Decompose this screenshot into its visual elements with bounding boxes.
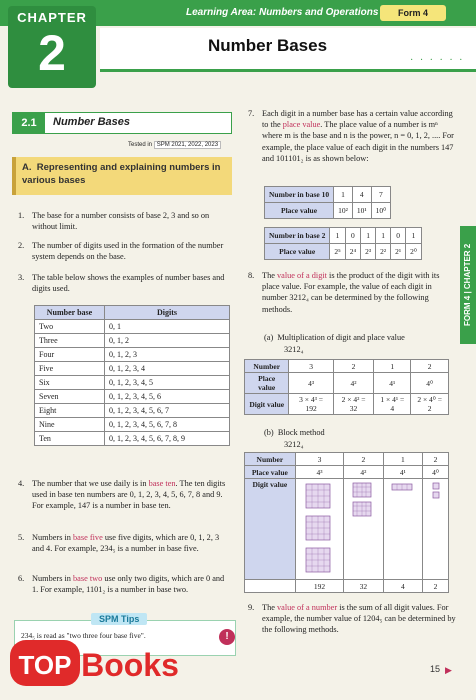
method-a-number: 3212₄: [284, 345, 304, 354]
text-run: use five digits, which are 0, 1, 2, 3 and 4. For example, 234₅ is a number in base five.: [32, 533, 220, 554]
cell: 1: [374, 360, 411, 373]
cell: 10²: [334, 203, 353, 219]
highlight: base two: [73, 574, 103, 583]
text-run: . The place value of a number is mⁿ where m is the base and n is the power, n = 0, 1, 2, .... For example, the place value of each digit in the numbers 147 and 101101₂ is as shown below:: [262, 120, 454, 163]
table-row: [35, 348, 230, 362]
page-title: Number Bases: [208, 36, 328, 55]
point-number: 3.: [18, 273, 25, 282]
section-number: 2.1: [13, 113, 45, 133]
text-run: . The ten digits used in base ten numbers are 0, 1, 2, 3, 4, 5, 6, 7, 8 and 9. For example, 147 is a number in base ten.: [32, 479, 226, 511]
cell: Place value: [265, 244, 330, 260]
form-badge: Form 4: [380, 5, 446, 21]
flat-blocks-icon: [350, 480, 376, 520]
highlight: value of a digit: [276, 271, 327, 280]
point-text: The number of digits used in the formation of the number system depends on the base.: [32, 241, 224, 262]
cell: 0, 1, 2, 3: [105, 348, 230, 362]
cell: 4⁰: [423, 466, 449, 479]
cell: 4³: [295, 466, 343, 479]
point-text: [262, 602, 458, 636]
point-number: 7.: [248, 109, 255, 118]
point-2: [18, 240, 233, 264]
cell: 3: [289, 360, 333, 373]
section-header: [12, 112, 232, 134]
cell: Number: [245, 453, 296, 466]
table-row: [35, 418, 230, 432]
table-row: [35, 432, 230, 446]
point-text: [32, 532, 232, 554]
cell: 4²: [333, 373, 374, 394]
cell: Nine: [35, 418, 105, 432]
text-run: is the product of the digit with its place value. For example, the value of each digit in number 3212₄ can be determined by the following methods.: [262, 271, 440, 314]
cell: 0, 1, 2: [105, 334, 230, 348]
cell: Number in base 2: [265, 228, 330, 244]
text-run: is the sum of all digit values. For example, the number value of 1204₅ can be determined by the following methods.: [262, 603, 456, 635]
cell: 4³: [289, 373, 333, 394]
point-text: [32, 478, 232, 512]
block-cell-flats-2: [344, 479, 383, 580]
learning-area: Learning Area: Numbers and Operations: [186, 7, 379, 18]
method-title: Block method: [277, 428, 325, 437]
cell: 32: [344, 580, 383, 593]
cell: 2 × 4⁰ = 2: [411, 394, 449, 415]
cube-blocks-icon: [302, 480, 336, 576]
point-5: [18, 532, 233, 578]
table-header: Digits: [105, 306, 230, 320]
logo-top-text: TOP: [18, 650, 72, 680]
logo-books-text: Books: [81, 647, 179, 683]
cell: Place value: [265, 203, 334, 219]
point-text: [32, 573, 232, 595]
point-text: [262, 270, 458, 315]
highlight: base five: [73, 533, 103, 542]
cell: 2 × 4² = 32: [333, 394, 374, 415]
highlight: value of a number: [276, 603, 338, 612]
cell: 2²: [376, 244, 391, 260]
method-title: Multiplication of digit and place value: [277, 333, 405, 342]
place-value-table-base2: [264, 227, 422, 260]
rod-block-icon: [390, 480, 416, 494]
cell: 2¹: [391, 244, 406, 260]
point-number: 6.: [18, 574, 25, 583]
point-number: 5.: [18, 533, 25, 542]
cell: 3: [295, 453, 343, 466]
cell: 1: [334, 187, 353, 203]
tested-in: [128, 142, 221, 148]
cell: 1 × 4¹ = 4: [374, 394, 411, 415]
topbooks-logo: [10, 636, 185, 690]
cell: 4¹: [374, 373, 411, 394]
decorative-dots: · · · · · ·: [410, 55, 465, 66]
cell: 2⁴: [345, 244, 360, 260]
cell: 0: [391, 228, 406, 244]
text-run: Each digit in a number base has a certain value according to the: [262, 109, 453, 130]
point-text: The table below shows the examples of number bases and digits used.: [32, 273, 225, 294]
chapter-badge: [8, 6, 96, 88]
cell: 2: [423, 453, 449, 466]
cell: 2³: [361, 244, 376, 260]
point-text: The base for a number consists of base 2, 3 and so on without limit.: [32, 211, 210, 232]
cell: Seven: [35, 390, 105, 404]
text-run: Numbers in: [32, 574, 74, 583]
cell: 4⁰: [411, 373, 449, 394]
cell: Place value: [245, 373, 289, 394]
cell: Eight: [35, 404, 105, 418]
point-text: [262, 108, 458, 164]
base-table: [34, 305, 230, 446]
text-run: Numbers in: [32, 533, 74, 542]
section-title: Number Bases: [53, 116, 131, 128]
point-3: [18, 272, 233, 296]
method-letter: (a): [264, 333, 274, 342]
cell: Four: [35, 348, 105, 362]
method-letter: (b): [264, 428, 274, 437]
cell: 1: [406, 228, 422, 244]
subtopic-label: A.: [22, 162, 32, 173]
subtopic-text: [22, 161, 222, 187]
cell: 0, 1, 2, 3, 4: [105, 362, 230, 376]
subtopic-box: [12, 157, 232, 195]
cell: 1: [383, 453, 422, 466]
cell: 3 × 4³ = 192: [289, 394, 333, 415]
cell: 10¹: [352, 203, 371, 219]
cell: 0, 1, 2, 3, 4, 5: [105, 376, 230, 390]
table-row: [35, 320, 230, 334]
cell: Six: [35, 376, 105, 390]
cell: Place value: [245, 466, 296, 479]
text-run: The number that we use daily is in: [32, 479, 149, 488]
cell: 1: [376, 228, 391, 244]
cell: Five: [35, 362, 105, 376]
point-number: 2.: [18, 241, 25, 250]
side-tab: FORM 4 | CHAPTER 2: [460, 226, 476, 344]
cell: 2⁰: [406, 244, 422, 260]
spm-tips-heading: SPM Tips: [91, 613, 147, 625]
method-b-label: [264, 427, 325, 438]
point-4: [18, 478, 233, 524]
cell: 2⁵: [330, 244, 345, 260]
point-9: [248, 602, 458, 648]
block-cell-units-2: [423, 479, 449, 580]
point-8: [248, 270, 458, 326]
cell: 2: [344, 453, 383, 466]
table-row: [35, 404, 230, 418]
table-header: Number base: [35, 306, 105, 320]
cell: 0, 1, 2, 3, 4, 5, 6, 7, 8, 9: [105, 432, 230, 446]
text-run: The: [262, 603, 277, 612]
chapter-number: 2: [38, 25, 66, 81]
table-row: [35, 376, 230, 390]
cell: Ten: [35, 432, 105, 446]
text-run: use only two digits, which are 0 and 1. For example, 1101₂ is a number in base two.: [32, 574, 225, 595]
point-number: 8.: [248, 271, 255, 280]
subtopic-title: Representing and explaining numbers in various bases: [22, 162, 221, 186]
cell: 0: [345, 228, 360, 244]
cell: 0, 1, 2, 3, 4, 5, 6: [105, 390, 230, 404]
cell: [245, 580, 296, 593]
point-7: [248, 108, 458, 182]
page-number: 15: [430, 664, 441, 674]
cell: 2: [423, 580, 449, 593]
cell: 7: [371, 187, 391, 203]
cell: 4²: [344, 466, 383, 479]
cell: Digit value: [245, 479, 296, 580]
point-1: [18, 210, 233, 234]
text-run: The: [262, 271, 277, 280]
next-arrow-icon: ▶: [445, 665, 452, 675]
table-row: [35, 334, 230, 348]
cell: 10⁰: [371, 203, 391, 219]
point-number: 9.: [248, 603, 255, 612]
tested-years: SPM 2021, 2022, 2023: [154, 141, 221, 149]
digit-value-table: [244, 359, 449, 415]
method-b-number: 3212₄: [284, 440, 304, 449]
highlight: place value: [282, 120, 321, 130]
table-row: [35, 390, 230, 404]
place-value-table-base10: [264, 186, 391, 219]
cell: 0, 1: [105, 320, 230, 334]
exclamation-icon: !: [219, 629, 235, 645]
point-number: 4.: [18, 479, 25, 488]
cell: Three: [35, 334, 105, 348]
cell: 0, 1, 2, 3, 4, 5, 6, 7: [105, 404, 230, 418]
method-a-label: [264, 332, 405, 343]
block-cell-cubes-3: [295, 479, 343, 580]
table-row: [35, 362, 230, 376]
block-cell-rod-1: [383, 479, 422, 580]
cell: 1: [330, 228, 345, 244]
highlight: base ten: [148, 479, 176, 488]
cell: Number: [245, 360, 289, 373]
cell: 0, 1, 2, 3, 4, 5, 6, 7, 8: [105, 418, 230, 432]
point-number: 1.: [18, 211, 25, 220]
cell: 192: [295, 580, 343, 593]
tested-label: Tested in: [128, 142, 153, 148]
cell: 2: [333, 360, 374, 373]
block-method-table: [244, 452, 449, 593]
cell: Two: [35, 320, 105, 334]
cell: 1: [361, 228, 376, 244]
cell: 4: [352, 187, 371, 203]
cell: 2: [411, 360, 449, 373]
cell: 4¹: [383, 466, 422, 479]
cell: 4: [383, 580, 422, 593]
chapter-word: CHAPTER: [17, 10, 87, 25]
cell: Digit value: [245, 394, 289, 415]
cell: Number in base 10: [265, 187, 334, 203]
spm-tips-text: 234₅ is read as "two three four base five".: [21, 631, 146, 640]
unit-blocks-icon: [429, 480, 443, 502]
